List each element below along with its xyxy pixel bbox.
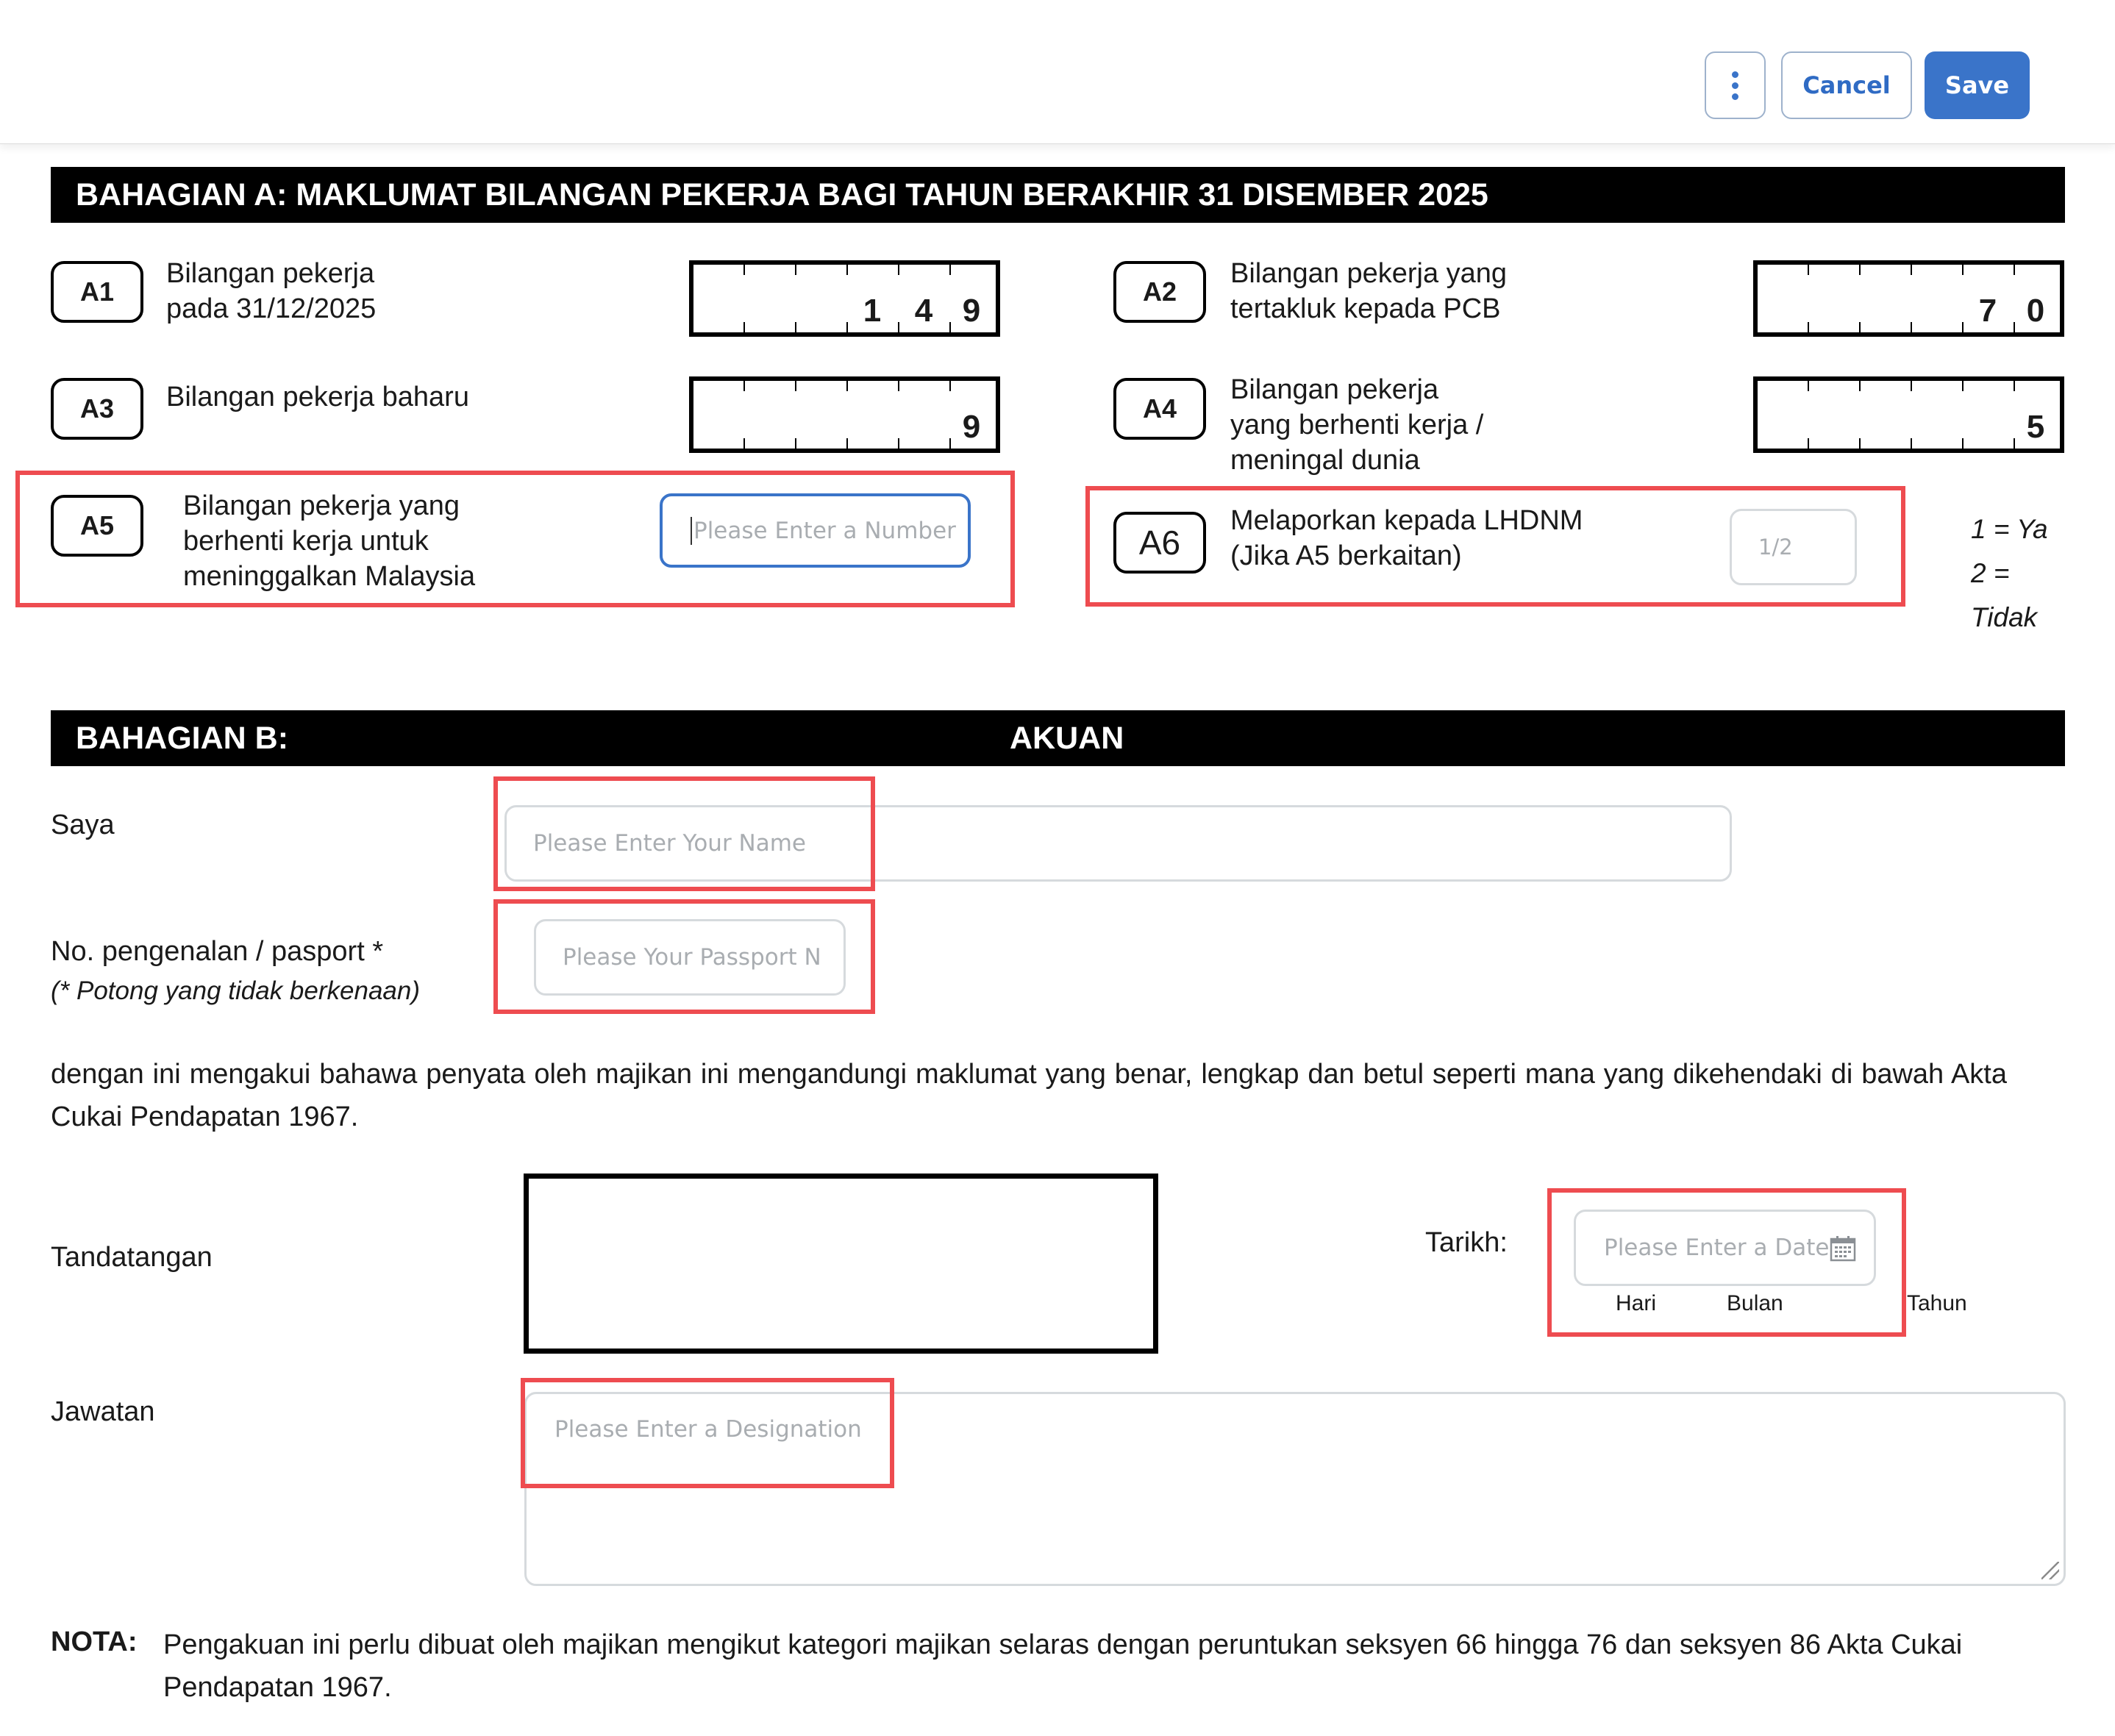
a5-label bbox=[183, 488, 475, 594]
code-a3: A3 bbox=[51, 378, 143, 440]
cancel-button[interactable]: Cancel bbox=[1781, 51, 1912, 119]
year-label: Tahun bbox=[1907, 1291, 1967, 1315]
a6-legend bbox=[1971, 507, 2048, 640]
signature-pad[interactable] bbox=[524, 1174, 1158, 1354]
a5-placeholder: Please Enter a Number bbox=[693, 517, 956, 544]
a4-digit-box bbox=[1753, 376, 2064, 453]
a4-digit: 5 bbox=[2026, 409, 2045, 445]
a1-label bbox=[166, 256, 376, 326]
a1-label-line: pada 31/12/2025 bbox=[166, 293, 377, 324]
a5-label-line: Bilangan pekerja yang bbox=[183, 490, 460, 521]
a6-label-line: (Jika A5 berkaitan) bbox=[1230, 540, 1462, 571]
a3-label: Bilangan pekerja baharu bbox=[166, 382, 469, 412]
code-a6: A6 bbox=[1113, 512, 1206, 574]
code-a2: A2 bbox=[1113, 261, 1206, 323]
designation-label: Jawatan bbox=[51, 1396, 155, 1427]
a6-input[interactable]: 1/2 bbox=[1730, 509, 1857, 585]
a2-label bbox=[1230, 256, 1507, 326]
a4-label bbox=[1230, 372, 1483, 478]
a1-label-line: Bilangan pekerja bbox=[166, 258, 375, 289]
a1-digit: 9 bbox=[962, 293, 981, 329]
section-a-header: BAHAGIAN A: MAKLUMAT BILANGAN PEKERJA BAGI TAHUN BERAKHIR 31 DISEMBER 2025 bbox=[51, 167, 2065, 223]
a4-label-line: meningal dunia bbox=[1230, 445, 1420, 476]
date-input[interactable] bbox=[1574, 1210, 1876, 1286]
a4-label-line: Bilangan pekerja bbox=[1230, 374, 1439, 405]
date-placeholder: Please Enter a Date bbox=[1604, 1235, 1830, 1261]
calendar-icon[interactable] bbox=[1830, 1235, 1856, 1262]
id-label: No. pengenalan / pasport * bbox=[51, 936, 384, 967]
section-b-header bbox=[51, 710, 2065, 766]
a5-label-line: berhenti kerja untuk bbox=[183, 526, 429, 557]
designation-highlight bbox=[521, 1378, 894, 1488]
code-a5: A5 bbox=[51, 495, 143, 557]
a6-label bbox=[1230, 503, 1583, 574]
declaration-text: dengan ini mengakui bahawa penyata oleh majikan ini mengandungi maklumat yang benar, lengkap dan betul seperti mana yang dikehendaki di bawah Akta Cukai Pendapatan 1967. bbox=[51, 1059, 2007, 1132]
code-a4: A4 bbox=[1113, 378, 1206, 440]
month-label: Bulan bbox=[1727, 1291, 1783, 1315]
a2-label-line: tertakluk kepada PCB bbox=[1230, 293, 1501, 324]
name-highlight bbox=[493, 776, 875, 891]
more-options-button[interactable] bbox=[1705, 51, 1766, 119]
saya-label: Saya bbox=[51, 810, 115, 840]
save-button[interactable]: Save bbox=[1925, 51, 2030, 119]
name-input[interactable]: Please Enter Your Name bbox=[504, 805, 1732, 882]
passport-input[interactable]: Please Your Passport N bbox=[534, 919, 846, 996]
a1-digit: 4 bbox=[914, 293, 933, 329]
a2-digit: 7 bbox=[1978, 293, 1997, 329]
a1-digit-box bbox=[689, 260, 1000, 337]
resize-handle[interactable] bbox=[2041, 1562, 2059, 1579]
more-vertical-icon bbox=[1732, 71, 1738, 100]
section-b-subtitle: AKUAN bbox=[1010, 720, 1124, 756]
a4-label-line: yang berhenti kerja / bbox=[1230, 410, 1484, 440]
date-label: Tarikh: bbox=[1425, 1227, 1508, 1258]
a2-digit: 0 bbox=[2026, 293, 2045, 329]
legend-line: 1 = Ya bbox=[1971, 514, 2048, 544]
nota-label: NOTA: bbox=[51, 1626, 138, 1657]
a2-digit-box bbox=[1753, 260, 2064, 337]
a6-label-line: Melaporkan kepada LHDNM bbox=[1230, 505, 1583, 536]
a2-label-line: Bilangan pekerja yang bbox=[1230, 258, 1508, 289]
a5-label-line: meninggalkan Malaysia bbox=[183, 561, 476, 592]
designation-placeholder: Please Enter a Designation bbox=[554, 1416, 862, 1443]
a3-digit: 9 bbox=[962, 409, 981, 445]
nota-text: Pengakuan ini perlu dibuat oleh majikan mengikut kategori majikan selaras dengan peruntukan seksyen 66 hingga 76 dan seksyen 86 Akta Cukai Pendapatan 1967. bbox=[163, 1629, 1963, 1703]
a1-digit: 1 bbox=[863, 293, 882, 329]
section-b-title: BAHAGIAN B: bbox=[76, 720, 289, 756]
day-label: Hari bbox=[1616, 1291, 1657, 1315]
code-a1: A1 bbox=[51, 261, 143, 323]
a3-digit-box bbox=[689, 376, 1000, 453]
a5-number-input[interactable] bbox=[660, 493, 971, 568]
passport-highlight bbox=[493, 899, 875, 1014]
signature-label: Tandatangan bbox=[51, 1242, 213, 1273]
id-note: (* Potong yang tidak berkenaan) bbox=[51, 976, 420, 1005]
legend-line: 2 = bbox=[1971, 558, 2010, 588]
legend-line: Tidak bbox=[1971, 602, 2038, 632]
